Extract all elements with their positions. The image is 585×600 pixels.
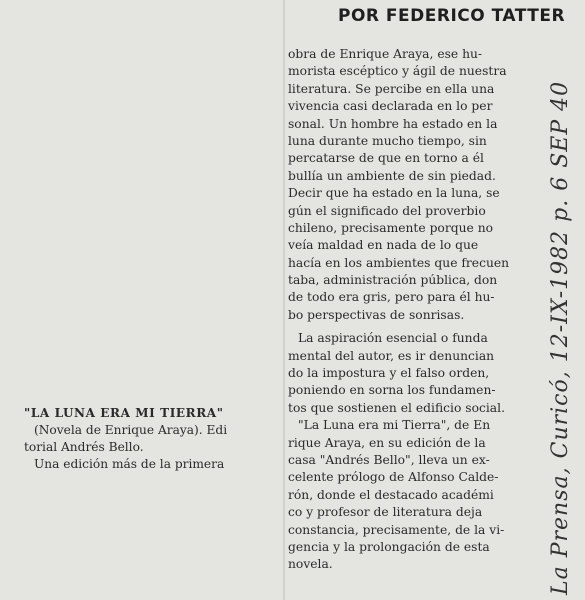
body-line: luna durante mucho tiempo, sin xyxy=(288,133,487,148)
body-line: hacía en los ambientes que frecuen xyxy=(288,255,510,270)
body-line: rón, donde el destacado académi xyxy=(288,487,494,502)
body-line: mental del autor, es ir denuncian xyxy=(288,348,495,363)
body-line: bullía un ambiente de sin piedad. xyxy=(288,168,496,183)
body-line: gún el significado del proverbio xyxy=(288,203,486,218)
body-line: casa "Andrés Bello", lleva un ex- xyxy=(288,452,490,467)
body-line: taba, administración pública, don xyxy=(288,273,498,288)
body-line: vivencia casi declarada en lo per xyxy=(288,99,493,114)
handwritten-source-note: La Prensa, Curicó, 12-IX-1982 p. 6 SEP 40 xyxy=(548,80,573,595)
right-column xyxy=(288,46,556,574)
body-line: co y profesor de literatura deja xyxy=(288,505,483,520)
body-line: rique Araya, en su edición de la xyxy=(288,435,486,450)
left-column xyxy=(24,405,272,473)
body-line: percatarse de que en torno a él xyxy=(288,151,484,166)
review-title: "LA LUNA ERA MI TIERRA" xyxy=(24,406,224,420)
body-line: celente prólogo de Alfonso Calde- xyxy=(288,470,499,485)
body-line: tos que sostienen el edificio social. xyxy=(288,400,505,415)
body-line: La aspiración esencial o funda xyxy=(298,331,488,346)
body-line: de todo era gris, pero para él hu- xyxy=(288,290,495,305)
body-line: gencia y la prolongación de esta xyxy=(288,539,490,554)
body-line: sonal. Un hombre ha estado en la xyxy=(288,116,498,131)
body-line: "La Luna era mi Tierra", de En xyxy=(298,418,491,433)
body-line: veía maldad en nada de lo que xyxy=(288,238,479,253)
body-line: Decir que ha estado en la luna, se xyxy=(288,186,500,201)
body-line: morista escéptico y ágil de nuestra xyxy=(288,64,507,79)
body-line: literatura. Se percibe en ella una xyxy=(288,81,495,96)
body-line: novela. xyxy=(288,557,333,572)
body-line: obra de Enrique Araya, ese hu- xyxy=(288,47,483,61)
left-line: torial Andrés Bello. xyxy=(24,440,144,454)
left-line: (Novela de Enrique Araya). Edi xyxy=(34,423,228,437)
body-line: poniendo en sorna los fundamen- xyxy=(288,383,496,398)
body-line: constancia, precisamente, de la vi- xyxy=(288,522,505,537)
body-line: do la impostura y el falso orden, xyxy=(288,366,490,381)
body-line: chileno, precisamente porque no xyxy=(288,220,494,235)
body-line: bo perspectivas de sonrisas. xyxy=(288,307,465,322)
author-byline: POR FEDERICO TATTER xyxy=(338,6,566,26)
left-line: Una edición más de la primera xyxy=(34,457,225,471)
page-fold-line xyxy=(283,0,285,600)
